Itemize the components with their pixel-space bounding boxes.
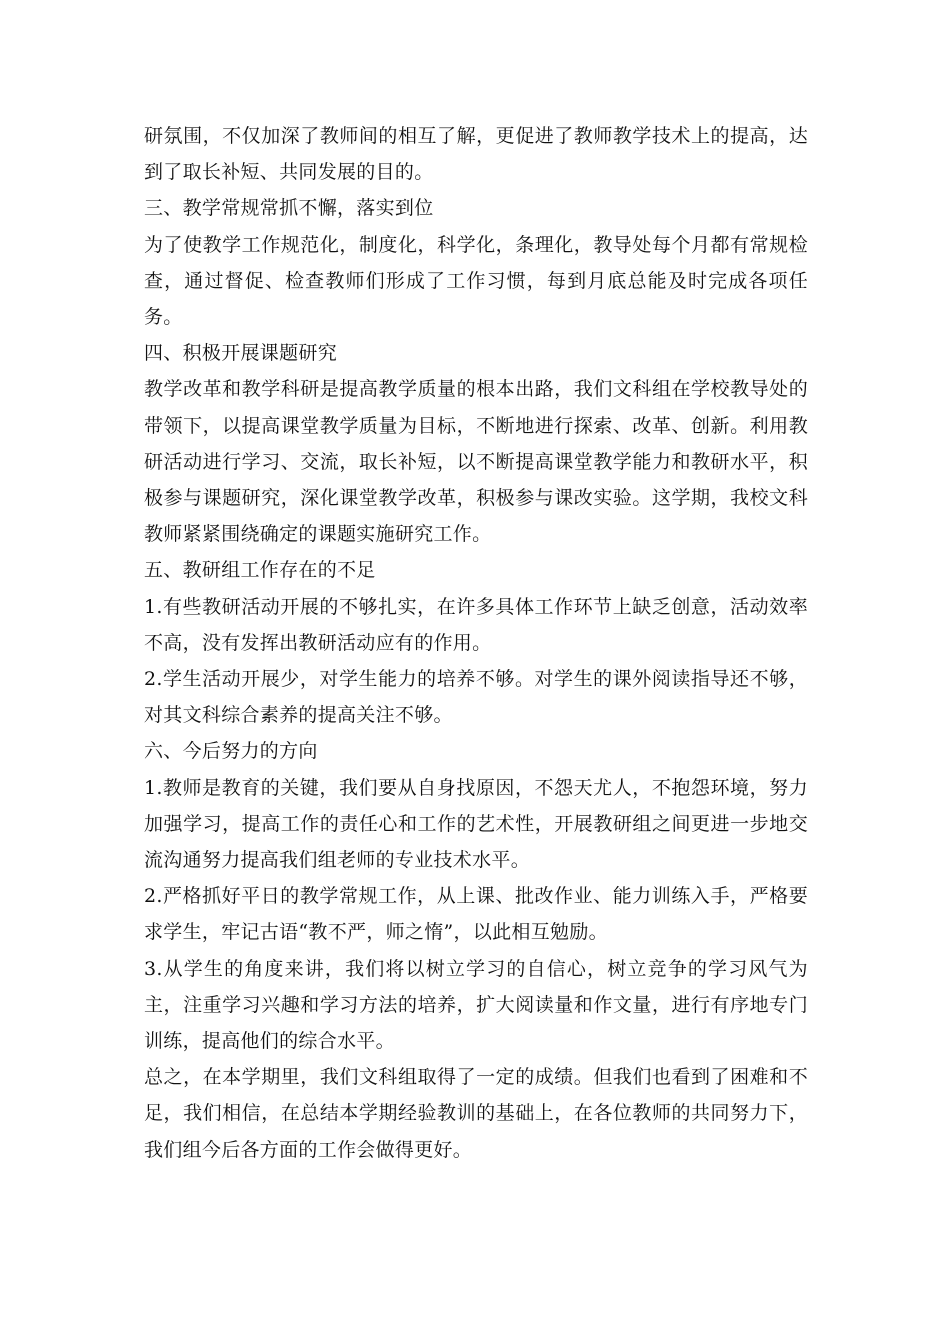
paragraph-section-5-item-2: 2.学生活动开展少，对学生能力的培养不够。对学生的课外阅读指导还不够，对其文科综合素养的提高关注不够。 [144,668,808,727]
paragraph-section-4: 教学改革和教学科研是提高教学质量的根本出路，我们文科组在学校教导处的带领下，以提高课堂教学质量为目标，不断地进行探索、改革、创新。利用教研活动进行学习、交流，取长补短，以不断提高课堂教学能力和教研水平，积极参与课题研究，深化课堂教学改革，积极参与课改实验。这学期，我校文科教师紧紧围绕确定的课题实施研究工作。 [144,378,808,546]
document-page [144,118,808,1168]
paragraph-section-6-item-3: 3.从学生的角度来讲，我们将以树立学习的自信心，树立竞争的学习风气为主，注重学习兴趣和学习方法的培养，扩大阅读量和作文量，进行有序地专门训练，提高他们的综合水平。 [144,957,808,1053]
paragraph-section-5-item-1: 1.有些教研活动开展的不够扎实，在许多具体工作环节上缺乏创意，活动效率不高，没有发挥出教研活动应有的作用。 [144,595,808,654]
heading-section-3: 三、教学常规常抓不懈，落实到位 [144,197,434,220]
heading-section-5: 五、教研组工作存在的不足 [144,559,376,582]
heading-section-4: 四、积极开展课题研究 [144,342,338,365]
paragraph-intro-continuation: 研氛围，不仅加深了教师间的相互了解，更促进了教师教学技术上的提高，达到了取长补短、共同发展的目的。 [144,125,808,184]
paragraph-section-6-item-1: 1.教师是教育的关键，我们要从自身找原因，不怨天尤人，不抱怨环境，努力加强学习，提高工作的责任心和工作的艺术性，开展教研组之间更进一步地交流沟通努力提高我们组老师的专业技术水平。 [144,776,808,872]
paragraph-conclusion: 总之，在本学期里，我们文科组取得了一定的成绩。但我们也看到了困难和不足，我们相信，在总结本学期经验教训的基础上，在各位教师的共同努力下，我们组今后各方面的工作会做得更好。 [144,1066,808,1161]
paragraph-section-6-item-2: 2.严格抓好平日的教学常规工作，从上课、批改作业、能力训练入手，严格要求学生，牢记古语“教不严，师之惰”，以此相互勉励。 [144,885,808,944]
paragraph-section-3: 为了使教学工作规范化，制度化，科学化，条理化，教导处每个月都有常规检查，通过督促、检查教师们形成了工作习惯，每到月底总能及时完成各项任务。 [144,233,808,329]
heading-section-6: 六、今后努力的方向 [144,740,318,763]
